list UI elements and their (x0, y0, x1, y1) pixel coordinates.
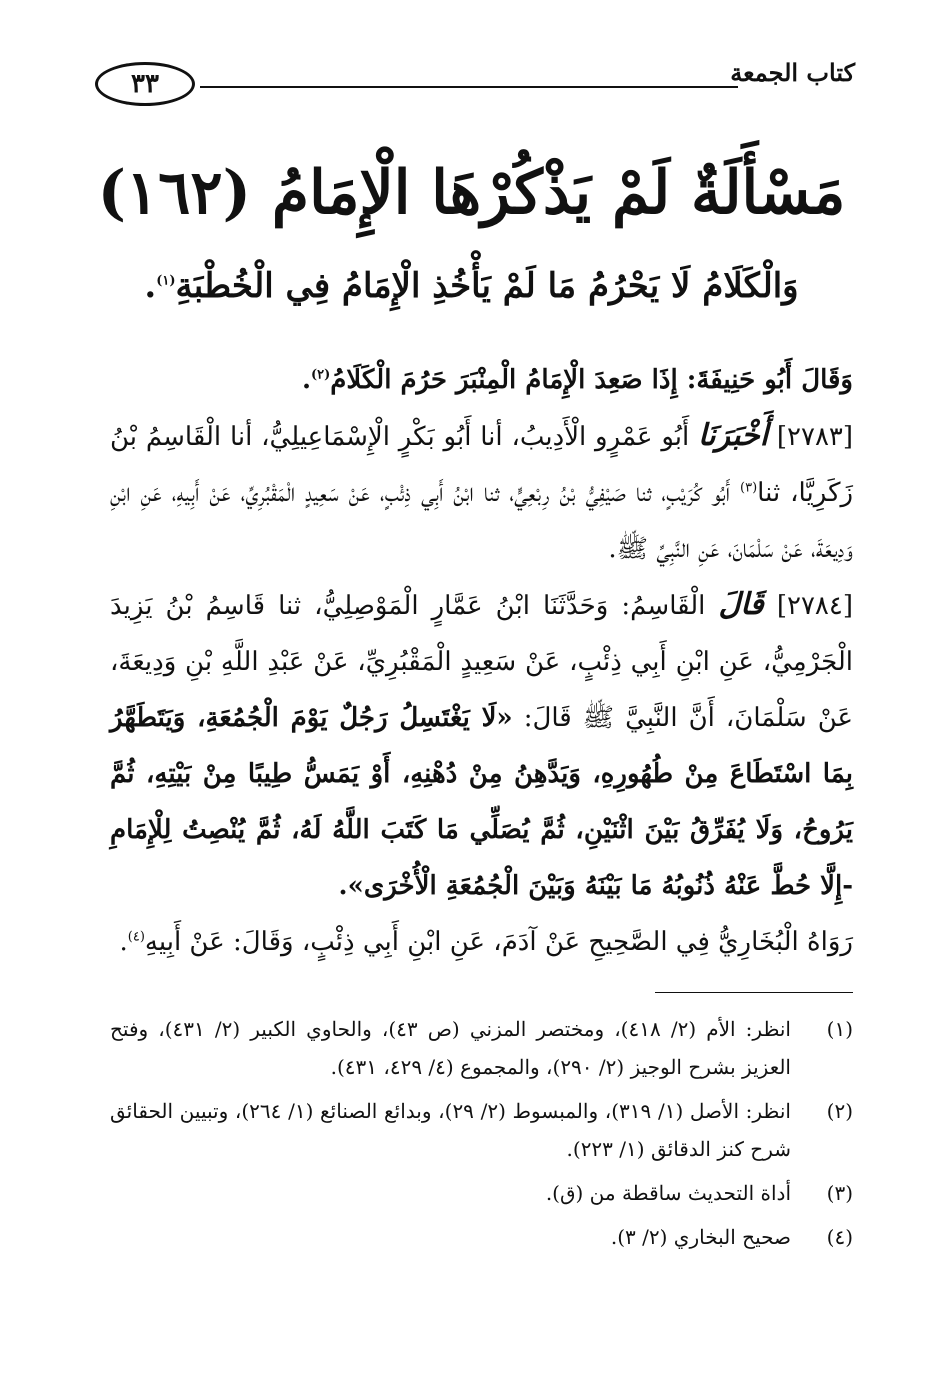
hadith-2784 (110, 577, 853, 914)
footnote (110, 1174, 853, 1212)
footnote (110, 1092, 853, 1168)
hadith-matn: «لَا يَغْتَسِلُ رَجُلٌ يَوْمَ الْجُمُعَةِ، وَيَتَطَهَّرُ بِمَا اسْتَطَاعَ مِنْ طُهُورِهِ، وَيَدَّهِنُ مِنْ دُهْنِهِ، أَوْ يَمَسُّ طِيبًا مِنْ بَيْتِهِ، ثُمَّ يَرُوحُ، وَلَا يُفَرِّقُ بَيْنَ اثْنَيْنِ، ثُمَّ يُصَلِّي مَا كَتَبَ اللَّهُ لَهُ، ثُمَّ يُنْصِتُ لِلْإِمَامِ -إِلَّا حُطَّ عَنْهُ ذُنُوبُهُ مَا بَيْنَهُ وَبَيْنَ الْجُمُعَةِ الْأُخْرَى». (110, 703, 853, 901)
section-heading: مَسْأَلَةٌ لَمْ يَذْكُرْهَا الْإِمَامُ (١٦٢) (97, 158, 846, 228)
hadith-2783 (110, 408, 853, 577)
footnote-ref: (٢) (311, 367, 331, 383)
hadith-number: [٢٧٨٤] (776, 591, 853, 621)
footnote-text: أداة التحديث ساقطة من (ق). (545, 1181, 791, 1205)
footnote-number: (٣) (826, 1181, 853, 1205)
paragraph-end: . (119, 927, 128, 957)
footnote (110, 1218, 853, 1256)
paragraph-text: رَوَاهُ الْبُخَارِيُّ فِي الصَّحِيحِ عَنْ آدَمَ، عَنِ ابْنِ أَبِي ذِئْبٍ، وَقَالَ: عَنْ أَبِيهِ (144, 927, 853, 957)
footnote-text: انظر: الأصل (١/ ٣١٩)، والمبسوط (٢/ ٢٩)، وبدائع الصنائع (١/ ٢٦٤)، وتبيين الحقائق شرح كنز الدقائق (١/ ٢٢٣). (110, 1099, 791, 1161)
footnote-text: انظر: الأم (٢/ ٤١٨)، ومختصر المزني (ص ٤٣)، والحاوي الكبير (٢/ ٤٣١)، وفتح العزيز بشرح الوجيز (٢/ ٢٩٠)، والمجموع (٤/ ٤٢٩، ٤٣١). (110, 1017, 791, 1079)
page-number-badge (95, 62, 195, 106)
hadith-number: [٢٧٨٣] (776, 422, 854, 452)
header-rule (200, 86, 738, 88)
hadith-chain: الْقَاسِمُ: وَحَدَّثَنَا ابْنُ عَمَّارٍ الْمَوْصِلِيُّ، ثنا قَاسِمُ بْنُ يَزِيدَ الْجَرْمِيُّ، عَنِ ابْنِ أَبِي ذِئْبٍ، عَنْ سَعِيدٍ الْمَقْبُرِيِّ، عَنْ عَبْدِ اللَّهِ بْنِ وَدِيعَةَ، عَنْ سَلْمَانَ، أَنَّ النَّبِيَّ ﷺ قَالَ: (110, 591, 854, 733)
section-subheading: وَالْكَلَامُ لَا يَحْرُمُ مَا لَمْ يَأْخُذِ الْإِمَامُ فِي الْخُطْبَةِ$^{(١)}$. (144, 266, 799, 306)
paragraph-text: وَقَالَ أَبُو حَنِيفَةَ: إِذَا صَعِدَ الْإِمَامُ الْمِنْبَرَ حَرُمَ الْكَلَامُ (330, 365, 853, 395)
hadith-intro: أَخْبَرَنَا (698, 418, 769, 453)
footnote-ref: (٣) (740, 480, 758, 496)
paragraph-abu-hanifa (110, 352, 853, 408)
footnote-number: (١) (826, 1017, 853, 1041)
footnote (110, 1010, 853, 1086)
footnote-number: (٤) (826, 1225, 853, 1249)
footnote-number: (٢) (826, 1099, 853, 1123)
footnote-separator (655, 992, 853, 993)
subheading-text: وَالْكَلَامُ لَا يَحْرُمُ مَا لَمْ يَأْخُذِ الْإِمَامُ فِي الْخُطْبَةِ (175, 266, 799, 306)
paragraph-end: . (301, 365, 311, 395)
footnote-ref: (٤) (127, 929, 145, 945)
main-text (110, 352, 853, 970)
running-header-title: كتاب الجمعة (730, 58, 855, 87)
hadith-chain-cont: أَبُو كُرَيْبٍ، ثنا صَيْفِيُّ بْنُ رِبْعِيٍّ، ثنا ابْنُ أَبِي ذِئْبٍ، عَنْ سَعِيدٍ الْمَقْبُرِيِّ، عَنْ أَبِيهِ، عَنِ ابْنِ وَدِيعَةَ، عَنْ سَلْمَانَ، عَنِ النَّبِيِّ ﷺ. (110, 478, 853, 564)
hadith-chain: أَبُو عَمْرٍو الْأَدِيبُ، أنا أَبُو بَكْرٍ الْإِسْمَاعِيلِيُّ، أنا الْقَاسِمُ بْنُ زَكَرِيَّا، ثنا (110, 422, 853, 508)
footnote-ref: (١) (156, 273, 176, 289)
paragraph-bukhari (110, 914, 853, 970)
hadith-intro: قَالَ (718, 587, 764, 622)
page-number: ٣٣ (131, 69, 159, 99)
footnote-text: صحيح البخاري (٢/ ٣). (610, 1225, 791, 1249)
footnotes (110, 1010, 853, 1262)
